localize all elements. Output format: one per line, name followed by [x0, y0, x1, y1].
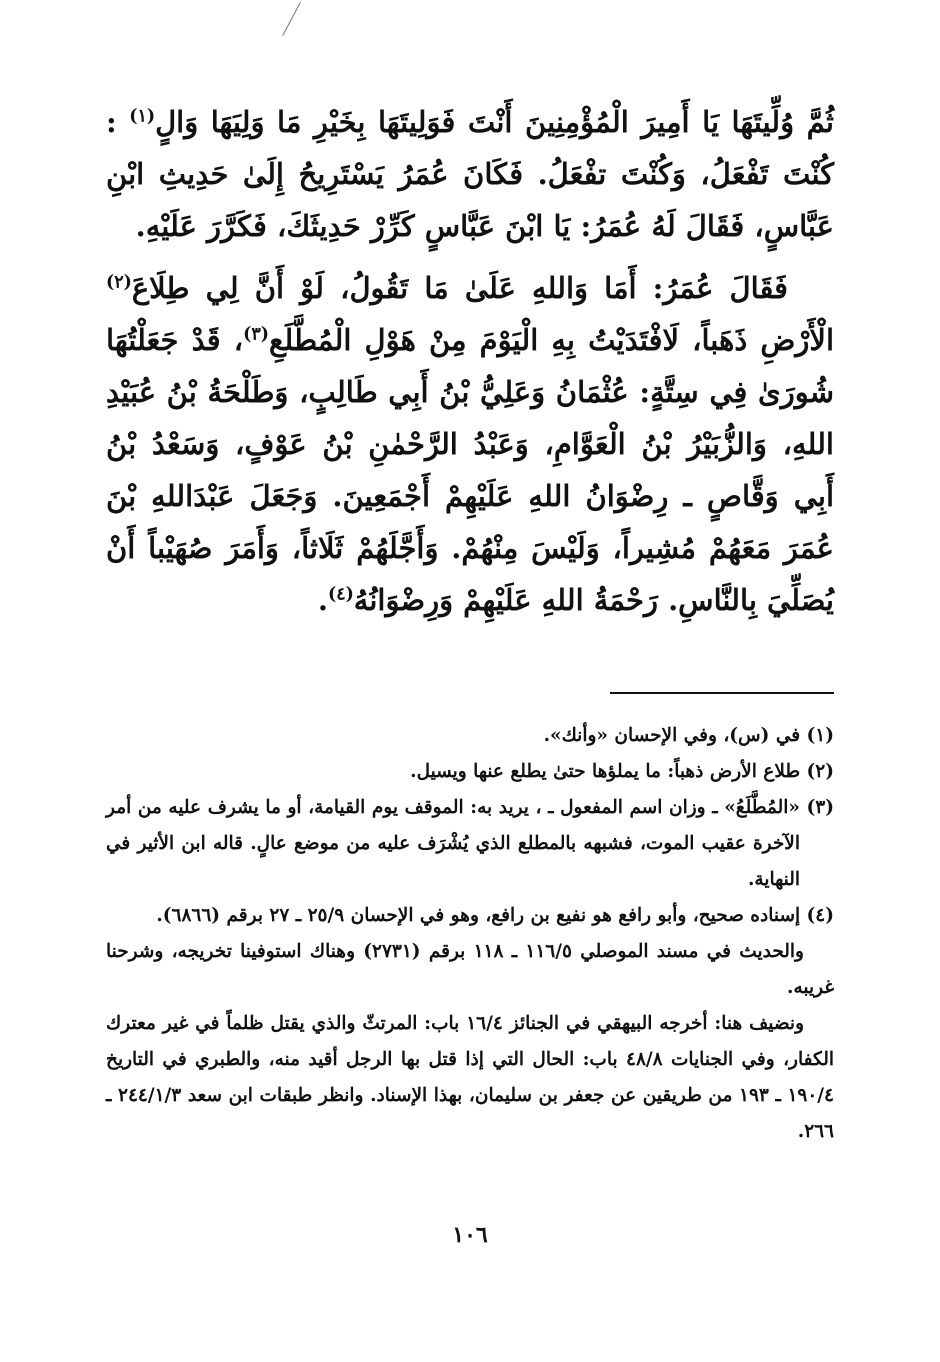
- footnote-ref-1: (١): [129, 106, 156, 127]
- paragraph-1-text-a: ثُمَّ وُلِّيتَهَا يَا أَمِيرَ الْمُؤْمِنِينَ أَنْتَ فَوَلِيتَهَا بِخَيْرِ مَا وَلِيَهَا وَالٍ: [155, 105, 834, 139]
- scan-artifact-line: [282, 2, 301, 36]
- paragraph-2-text-b: الْأَرْضِ ذَهَباً، لَافْتَدَيْتُ بِهِ الْيَوْمَ مِنْ هَوْلِ الْمُطَّلَعِ: [268, 323, 834, 357]
- main-text: [106, 96, 834, 636]
- paragraph-1-text-b: : كُنْتَ تَفْعَلُ، وَكُنْتَ تفْعَلُ. فَكَانَ عُمَرُ يَسْتَرِيحُ إِلَىٰ حَدِيثِ ابْنِ عَبَّاسٍ، فَقَالَ لَهُ عُمَرُ: يَا ابْنَ عَبَّاسٍ كَرِّرْ حَدِيثَكَ، فَكَرَّرَ عَلَيْهِ.: [106, 105, 834, 243]
- footnote-4: (٤) إسناده صحيح، وأبو رافع هو نفيع بن رافع، وهو في الإحسان ٢٥/٩ ـ ٢٧ برقم (٦٨٦٦).: [156, 905, 834, 926]
- footnote-3: (٣) «المُطَّلَعُ» ـ وزان اسم المفعول ـ ، يريد به: الموقف يوم القيامة، أو ما يشرف عليه من أمر الآخرة عقيب الموت، فشبهه بالمطلع الذي يُشْرَف عليه من موضع عالٍ. قاله ابن الأثير في النهاية.: [106, 797, 834, 890]
- page-number: ١٠٦: [452, 1222, 488, 1248]
- footnote-4-paragraph-2: والحديث في مسند الموصلي ١١٦/٥ ـ ١١٨ برقم (٢٧٣١) وهناك استوفينا تخريجه، وشرحنا غريبه.: [106, 941, 834, 998]
- footnote-ref-2: (٢): [106, 272, 132, 293]
- paragraph-2-text-c: ، قَدْ جَعَلْتُهَا شُورَىٰ فِي سِتَّةٍ: عُثْمَانُ وَعَلِيُّ بْنُ أَبِي طَالِبٍ، وَطَلْحَةُ بْنُ عُبَيْدِ اللهِ، وَالزُّبَيْرُ بْنُ الْعَوَّامِ، وَعَبْدُ الرَّحْمٰنِ بْنُ عَوْفٍ، وَسَعْدُ بْنُ أَبِي وَقَّاصٍ ـ رِضْوَانُ اللهِ عَلَيْهِمْ أَجْمَعِينَ. وَجَعَلَ عَبْدَاللهِ بْنَ عُمَرَ مَعَهُمْ مُشِيراً، وَلَيْسَ مِنْهُمْ. وَأَجَّلَهُمْ ثَلَاثاً، وَأَمَرَ صُهَيْباً أَنْ يُصَلِّيَ بِالنَّاسِ. رَحْمَةُ اللهِ عَلَيْهِمْ وَرِضْوَانُهُ: [106, 323, 834, 617]
- paragraph-2-text-a: فَقَالَ عُمَرُ: أَمَا وَاللهِ عَلَىٰ مَا تَقُولُ، لَوْ أَنَّ لِي طِلَاعَ: [131, 271, 788, 305]
- paragraph-1: [106, 96, 834, 252]
- paragraph-2-end: .: [317, 583, 328, 617]
- footnote-4-paragraph-3: ونضيف هنا: أخرجه البيهقي في الجنائز ١٦/٤ باب: المرتثّ والذي يقتل ظلماً في غير معترك الكفار، وفي الجنايات ٤٨/٨ باب: الحال التي إذا قتل بها الرجل أقيد منه، والطبري في التاريخ ١٩٠/٤ ـ ١٩٣ من طريقين عن جعفر بن سليمان، بهذا الإسناد. وانظر طبقات ابن سعد ٢٤٤/١/٣ ـ ٢٦٦.: [106, 1013, 834, 1142]
- footnote-1: (١) في (س)، وفي الإحسان «وأنك».: [543, 725, 834, 746]
- footnote-2: (٢) طلاع الأرض ذهباً: ما يملؤها حتىٰ يطلع عنها ويسيل.: [410, 761, 834, 782]
- footnote-ref-4: (٤): [327, 584, 354, 605]
- footnotes: [106, 718, 834, 1150]
- footnote-separator: [610, 692, 834, 694]
- footnote-ref-3: (٣): [243, 324, 269, 345]
- paragraph-2: [106, 262, 834, 626]
